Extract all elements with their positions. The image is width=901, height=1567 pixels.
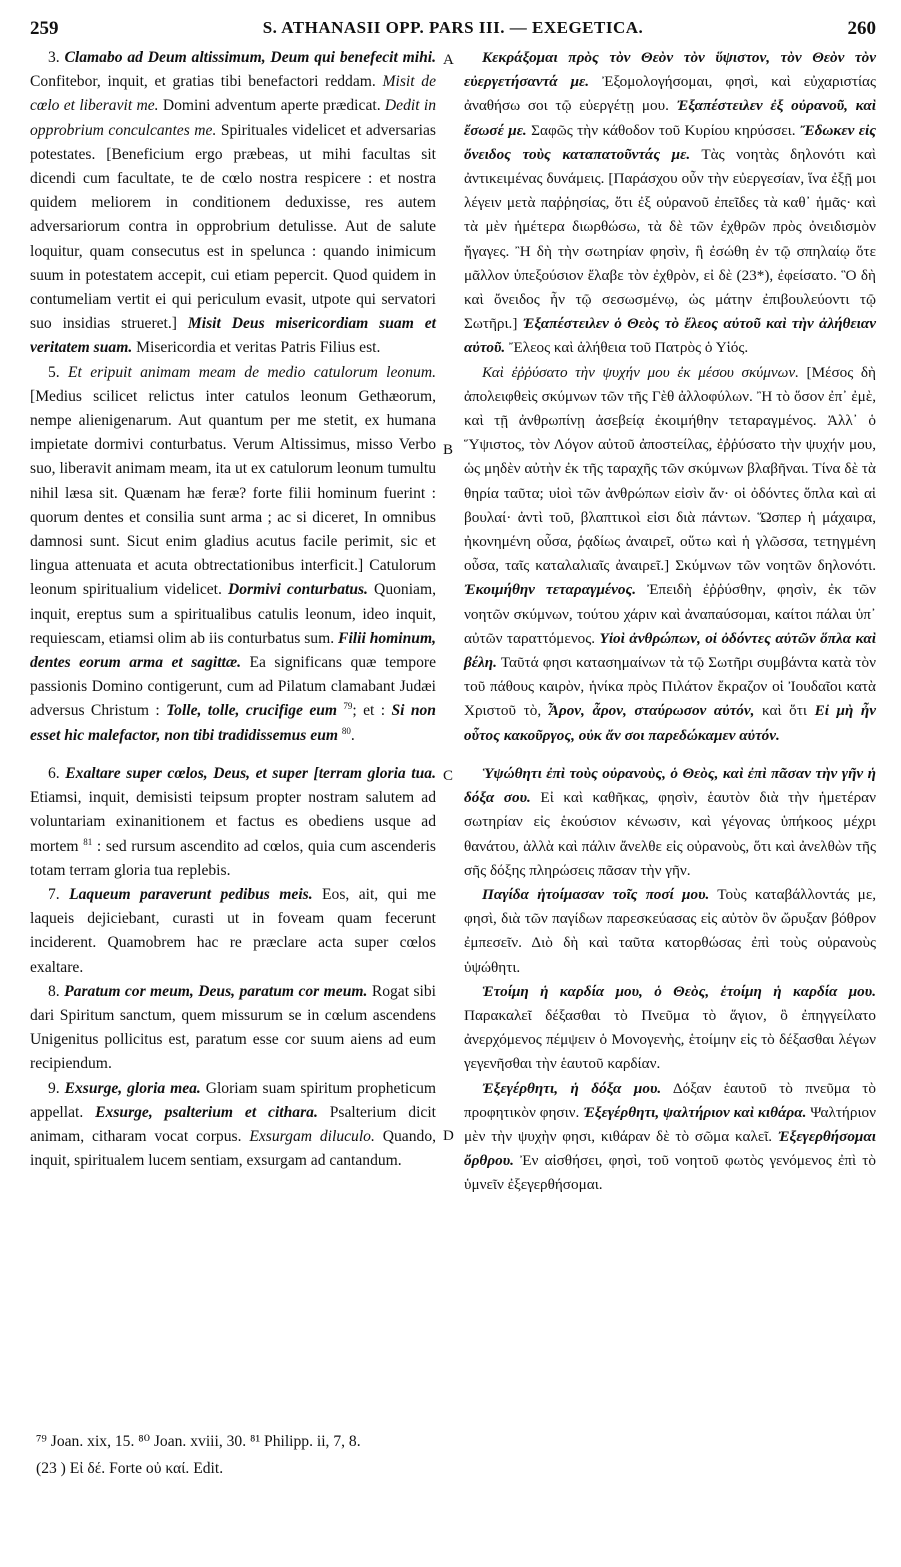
greek-paragraph-7: Παγίδα ἡτοίμασαν τοῖς ποσί μου. Τοὺς καταβάλλοντάς με, φησὶ, διὰ τῶν παγίδων παρεσκεύασας εἰς αὐτὸν ὃν ὤρυξαν βόθρον ἐμπεσεῖν. Διὸ δὴ καὶ ταῦτα κατορθώσας ἐπὶ τοὺς οὐρανοὺς ὑψώθητι. <box>464 885 876 976</box>
greek-paragraph-9: Ἐξεγέρθητι, ἡ δόξα μου. Δόξαν ἑαυτοῦ τὸ πνεῦμα τὸ προφητικὸν φησιν. Ἐξεγέρθητι, ψαλτήριον καὶ κιθάρα. Ψαλτήριον μὲν τὴν ψυχὴν φησι, κιθάραν δὲ τὸ σῶμα καλεῖ. Ἐξεγερθήσομαι ὄρθρου. Ἐν αἰσθήσει, φησὶ, τοῦ νοητοῦ φωτὸς γενόμενος ἐπὶ τὸ ὑμνεῖν ἐξεγερθήσομαι. <box>464 1079 876 1194</box>
footnote-line-2: (23 ) Εἰ δέ. Forte οὐ καί. Edit. <box>36 1460 224 1477</box>
running-title: S. ATHANASII OPP. PARS III. — EXEGETICA. <box>262 18 644 37</box>
latin-paragraph-8: 8. Paratum cor meum, Deus, paratum cor meum. Rogat sibi dari Spiritum sanctum, quem missurum se in cœlum ascendens Unigenitus pollicitus est, paratum esse cor suum aiens ad eum recipiendum. <box>30 982 437 1073</box>
footnote-ref-79: 79 <box>343 701 353 712</box>
footnote-ref-80: 80 <box>341 725 351 736</box>
footnote-ref-81: 81 <box>83 836 93 847</box>
greek-paragraph-8: Ἑτοίμη ἡ καρδία μου, ὁ Θεὸς, ἑτοίμη ἡ καρδία μου. Παρακαλεῖ δέξασθαι τὸ Πνεῦμα τὸ ἅγιον, ὃ ἐπηγγείλατο ἀνερχόμενος πέμψειν ὁ Μονογενὴς, ἑτοίμην εἰς τὸ δέξασθαι λέγων γεγενῆσθαι τὴν ἑαυτοῦ καρδίαν. <box>464 982 876 1073</box>
column-marker-b: B <box>443 442 454 458</box>
greek-paragraph-6: Ὑψώθητι ἐπὶ τοὺς οὐρανοὺς, ὁ Θεὸς, καὶ ἐπὶ πᾶσαν τὴν γῆν ἡ δόξα σου. Εἰ καὶ καθῆκας, φησὶν, ἑαυτὸν διὰ τὴν ἡμετέραν σωτηρίαν εἰς ἑκούσιον κένωσιν, καὶ γέγονας ὑπήκοος μέχρι θανάτου, ἀλλὰ καὶ πάλιν ἄνελθε εἰς οὐρανοὺς, ὅτι καὶ ἀνελθὼν τῆς σῆς δόξης πληρώσεις πᾶσαν τὴν γῆν. <box>464 764 876 879</box>
page-header <box>30 18 876 44</box>
latin-paragraph-7: 7. Laqueum paraverunt pedibus meis. Eos, ait, qui me laqueis dejiciebant, curasti ut in foveam quam fecerunt inciderent. Quamobrem hac re præclare acta super cœlos exaltare. <box>30 885 436 976</box>
latin-paragraph-3: 3. Clamabo ad Deum altissimum, Deum qui benefecit mihi. Confitebor, inquit, et gratias tibi benefactori reddam. Misit de cœlo et liberavit me. Domini adventum aperte prædicat. Dedit in opprobrium conculcantes me. Spirituales videlicet et adversarias potestates. [Beneficium ergo præbeas, ut mihi facultas sit dicendi cum facultate, te de cœlo nostra respicere : et nostra quidem meliorem in conditionem deduxisse, res autem adversariorum contra in opprobrium detulisse. Aut de salute loquitur, quam consecutus est in spelunca : quando inimicum suum in potestatem accepit, cui etiam pepercit. Quod quidem in contumeliam vertit ei qui periculum evasit, utpote qui servatori suo insidias strueret.] Misit Deus misericordiam suam et veritatem suam. Misericordia et veritas Patris Filius est. <box>30 49 436 357</box>
footnote-line-1: ⁷⁹ Joan. xix, 15. ⁸⁰ Joan. xviii, 30. ⁸¹ Philipp. ii, 7, 8. <box>36 1433 361 1450</box>
greek-paragraph-3: Κεκράξομαι πρὸς τὸν Θεὸν τὸν ὕψιστον, τὸν Θεὸν τὸν εὐεργετήσαντά με. Ἐξομολογήσομαι, φησὶ, καὶ εὐχαριστίας ἀναθήσω σοι τῷ εὐεργέτῃ μου. Ἐξαπέστειλεν ἐξ οὐρανοῦ, καὶ ἔσωσέ με. Σαφῶς τὴν κάθοδον τοῦ Κυρίου κηρύσσει. Ἔδωκεν εἰς ὄνειδος τοὺς καταπατοῦντάς με. Τὰς νοητὰς δηλονότι καὶ ἀντικειμένας δυνάμεις. [Παράσχου οὖν τὴν εὐεργεσίαν, ἵνα ἐξῇ μοι λέγειν μετὰ παῤῥησίας, ὅτι ἐξ οὐρανοῦ ἐπεῖδες τὰ καθ᾽ ἡμᾶς· καὶ τὰ μὲν ἡμέτερα διωρθώσω, τὰ δὲ τῶν ἐχθρῶν πρὸς ὀνειδισμὸν ἤγαγες. Ἢ δὴ τὴν σωτηρίαν φησὶν, ἣ ἐσώθη ἐν τῷ σπηλαίῳ ὅτε μᾶλλον ὑπεξούσιον ἔλαβε τὸν ἐχθρὸν, εἰ δὲ (23*), ἐφείσατο. Ὃ δὴ καὶ ὄνειδος ἦν τῷ σεσωσμένῳ, ὡς μάτην ἐπιβουλεύοντι τῷ Σωτῆρι.] Ἐξαπέστειλεν ὁ Θεὸς τὸ ἔλεος αὐτοῦ καὶ τὴν ἀλήθειαν αὐτοῦ. Ἔλεος καὶ ἀλήθεια τοῦ Πατρὸς ὁ Υἱός. <box>464 49 877 357</box>
page-number-right: 260 <box>847 18 876 39</box>
latin-paragraph-6: 6. Exaltare super cœlos, Deus, et super [terram gloria tua. Etiamsi, inquit, demisisti teipsum propter nostram salutem ad voluntariam exinanitionem et factus es obediens usque ad mortem $^{81}$ : sed rursum ascendito ad cœlos, quia cum ascenderis totam terram gloria tua replebis. <box>30 764 436 879</box>
greek-column <box>464 46 876 1198</box>
latin-paragraph-9: 9. Exsurge, gloria mea. Gloriam suam spiritum propheticum appellat. Exsurge, psalterium et cithara. Psalterium dicit animam, citharam vocat corpus. Exsurgam diluculo. Quando, inquit, spiritualem lucem sentiam, exsurgam ad cantandum. <box>30 1079 437 1170</box>
footnotes <box>36 1428 636 1482</box>
column-marker-d: D <box>443 1128 454 1144</box>
column-marker-a: A <box>443 52 454 68</box>
latin-paragraph-5: 5. Et eripuit animam meam de medio catulorum leonum. [Medius scilicet relictus inter catulos leonum Gethæorum, nempe alienigenarum. Aut quantum per me stetit, ex humana impietate dormivi conturbatus. Verum Altissimus, misso Verbo suo, liberavit animam meam, ita ut ex catulorum leonum tumultu nihil læsa sit. Quænam hæ feræ? forte filii hominum fuerint : quorum dentes et consilia sunt arma ; ac si diceret, In omnibus damnosi sunt. Sicut enim gladius acutus facile perimit, sic et lingua attenuata et acuta obtrectationibus interficit.] Catulorum leonum spiritualium videlicet. Dormivi conturbatus. Quoniam, inquit, ereptus sum a spiritualibus catulis leonum, ideo inquit, requiescam, etiamsi olim ab iis conturbatus sum. Filii hominum, dentes eorum arma et sagittæ. Ea significans quæ tempore passionis Domino contigerunt, cum ad Pilatum clamabant Judæi adversus Christum : Tolle, tolle, crucifige eum $^{79}$; et : Si non esset hic malefactor, non tibi tradidissemus eum $^{80}$. <box>30 363 437 744</box>
latin-column <box>30 46 436 1173</box>
column-marker-c: C <box>443 768 454 784</box>
greek-paragraph-5: Καὶ ἐῤῥύσατο τὴν ψυχήν μου ἐκ μέσου σκύμνων. [Μέσος δὴ ἀπολειφθεὶς σκύμνων τῶν τῆς Γὲθ ἀλλοφύλων. Ἢ τὸ ὅσον ἐπ᾽ ἐμὲ, καὶ τῇ ἀνθρωπίνῃ ἀσεβείᾳ ἐκοιμήθην τεταραγμένος. Ἀλλ᾽ ὁ Ὕψιστος, τὸν Λόγον αὐτοῦ ἀποστείλας, ἐῤῥύσατο τὴν ψυχήν μου, ὡς μηδὲν αὐτὴν ἐκ τῆς ταραχῆς τῶν σκύμνων βλαβῆναι. Τίνα δὲ τὰ θηρία ταῦτα; υἱοὶ τῶν ἀνθρώπων εἰσὶν ἄν· οἱ ὀδόντες ὅπλα καὶ αἱ βουλαί· ἀντὶ τοῦ, βλαπτικοὶ εἰσι διὰ πάντων. Ὥσπερ ἡ μάχαιρα, ἠκονημένη οὖσα, ῥᾳδίως ἀναιρεῖ, οὕτω καὶ ἡ γλῶσσα, τετηγμένη οὖσα, ταῖς καταλαλιαῖς ἀναιρεῖ.] Σκύμνων τῶν νοητῶν δηλονότι. Ἐκοιμήθην τεταραγμένος. Ἐπειδὴ ἐῤῥύσθην, φησὶν, ἐκ τῶν νοητῶν σκύμνων, τούτου χάριν καὶ ἀναπαύσομαι, καίτοι πάλαι ὑπ᾽ αὐτῶν ταραττόμενος. Υἱοὶ ἀνθρώπων, οἱ ὀδόντες αὐτῶν ὅπλα καὶ βέλη. Ταῦτά φησι κατασημαίνων τὰ τῷ Σωτῆρι συμβάντα κατὰ τὸν τοῦ πάθους καιρὸν, ἡνίκα πρὸς Πιλάτον ἔκραζον οἱ Ἰουδαῖοι κατὰ Χριστοῦ τὸ, Ἆρον, ἆρον, σταύρωσον αὐτόν, καὶ ὅτι Εἰ μὴ ἦν οὗτος κακοῦργος, οὐκ ἄν σοι παρεδώκαμεν αὐτόν. <box>464 363 876 744</box>
page-number-left: 259 <box>30 18 59 39</box>
